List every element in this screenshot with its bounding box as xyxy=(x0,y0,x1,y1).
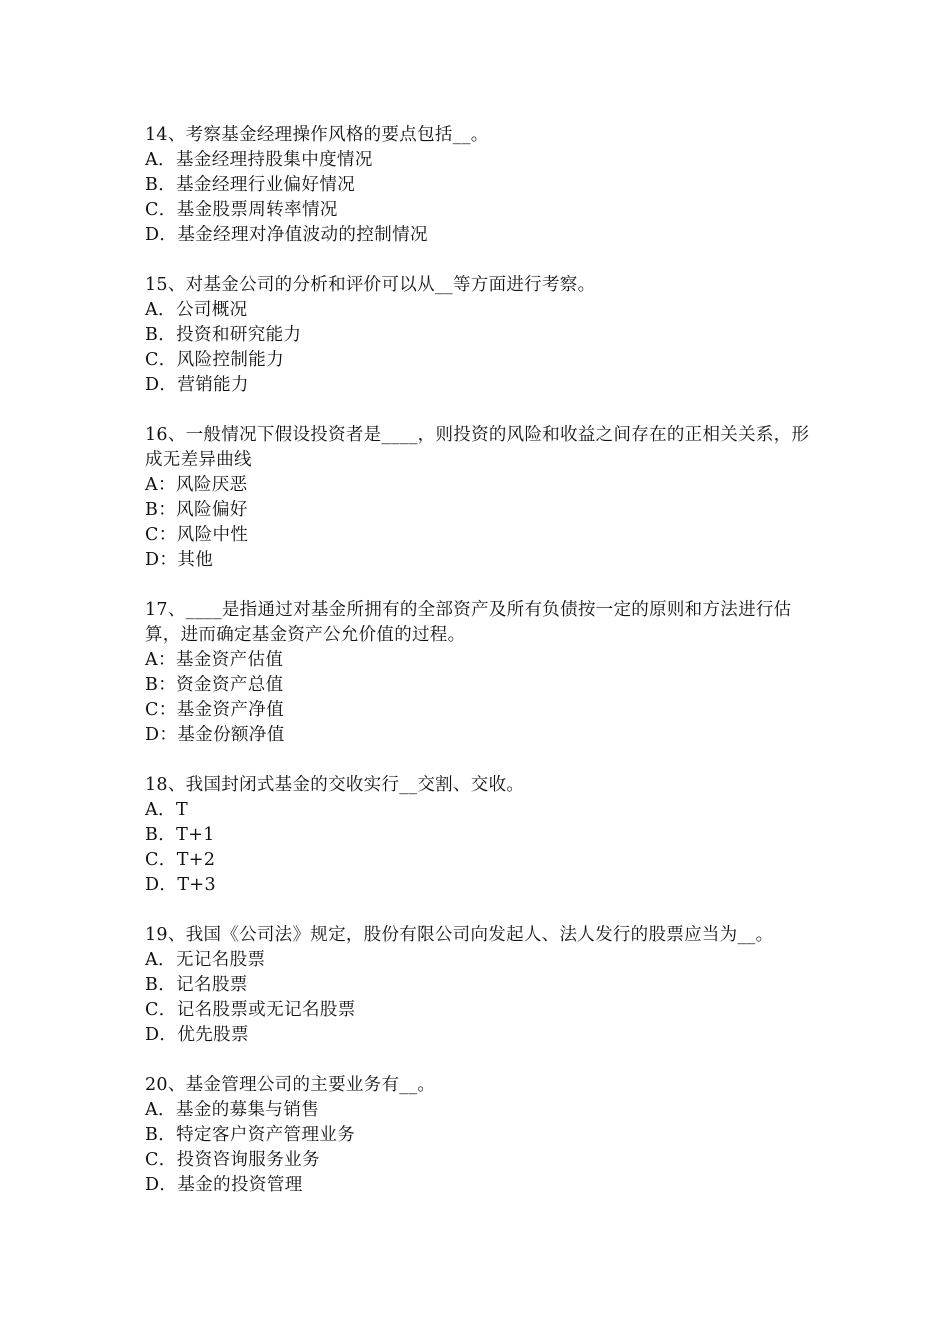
option-c: C．风险控制能力 xyxy=(145,350,285,370)
option-d: D．T+3 xyxy=(145,875,217,895)
option-a: A．基金的募集与销售 xyxy=(145,1100,320,1120)
question-stem: 14、考察基金经理操作风格的要点包括__。 xyxy=(145,125,489,145)
option-c: C：基金资产净值 xyxy=(145,700,285,720)
option-c: C．T+2 xyxy=(145,850,216,870)
option-b: B：资金资产总值 xyxy=(145,675,284,695)
option-d: D：其他 xyxy=(145,550,214,570)
question-15 xyxy=(145,273,825,398)
option-b: B：风险偏好 xyxy=(145,500,248,520)
question-16 xyxy=(145,423,825,573)
option-b: B．特定客户资产管理业务 xyxy=(145,1125,356,1145)
question-20 xyxy=(145,1073,825,1198)
option-d: D．基金的投资管理 xyxy=(145,1175,303,1195)
option-d: D．优先股票 xyxy=(145,1025,249,1045)
question-stem: 18、我国封闭式基金的交收实行__交割、交收。 xyxy=(145,775,525,795)
question-18 xyxy=(145,773,825,898)
option-a: A：风险厌恶 xyxy=(145,475,248,495)
question-stem: 17、____是指通过对基金所拥有的全部资产及所有负债按一定的原则和方法进行估算，进而确定基金资产公允价值的过程。 xyxy=(145,600,792,645)
document-page xyxy=(145,123,825,1223)
option-a: A．基金经理持股集中度情况 xyxy=(145,150,373,170)
question-17 xyxy=(145,598,825,748)
question-stem: 15、对基金公司的分析和评价可以从__等方面进行考察。 xyxy=(145,275,596,295)
option-c: C．基金股票周转率情况 xyxy=(145,200,338,220)
option-b: B．基金经理行业偏好情况 xyxy=(145,175,356,195)
question-14 xyxy=(145,123,825,248)
option-b: B．记名股票 xyxy=(145,975,248,995)
option-b: B．T+1 xyxy=(145,825,215,845)
option-b: B．投资和研究能力 xyxy=(145,325,302,345)
option-a: A．T xyxy=(145,800,189,820)
option-a: A．无记名股票 xyxy=(145,950,266,970)
question-stem: 16、一般情况下假设投资者是____，则投资的风险和收益之间存在的正相关关系，形成无差异曲线 xyxy=(145,425,810,470)
question-stem: 20、基金管理公司的主要业务有__。 xyxy=(145,1075,436,1095)
option-d: D．营销能力 xyxy=(145,375,249,395)
option-a: A：基金资产估值 xyxy=(145,650,284,670)
option-d: D：基金份额净值 xyxy=(145,725,285,745)
option-a: A．公司概况 xyxy=(145,300,248,320)
question-19 xyxy=(145,923,825,1048)
option-c: C．投资咨询服务业务 xyxy=(145,1150,320,1170)
option-c: C：风险中性 xyxy=(145,525,249,545)
question-stem: 19、我国《公司法》规定，股份有限公司向发起人、法人发行的股票应当为__。 xyxy=(145,925,774,945)
option-d: D．基金经理对净值波动的控制情况 xyxy=(145,225,428,245)
option-c: C．记名股票或无记名股票 xyxy=(145,1000,356,1020)
